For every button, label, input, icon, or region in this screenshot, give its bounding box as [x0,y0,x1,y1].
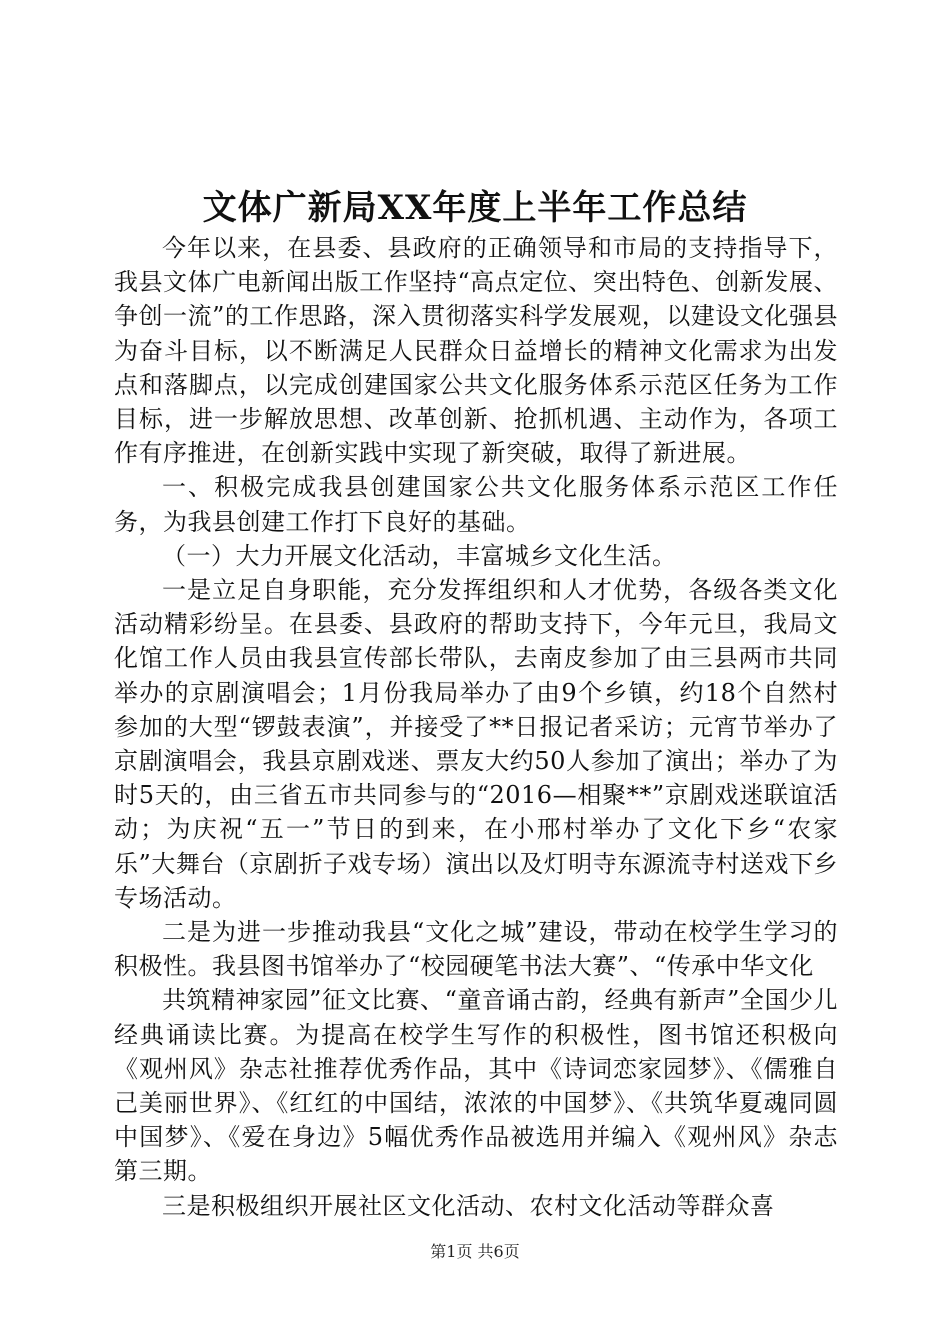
paragraph-point-two: 二是为进一步推动我县“文化之城”建设，带动在校学生学习的积极性。我县图书馆举办了“校园硬笔书法大赛”、“传承中华文化 [114,918,838,981]
paragraph-section-one: 一、积极完成我县创建国家公共文化服务体系示范区工作任务，为我县创建工作打下良好的基础。 [114,473,838,536]
paragraph-subsection-one: （一）大力开展文化活动，丰富城乡文化生活。 [162,541,677,570]
document-title: 文体广新局XX年度上半年工作总结 [202,188,748,228]
paragraph-intro: 今年以来，在县委、县政府的正确领导和市局的支持指导下，我县文体广电新闻出版工作坚持“高点定位、突出特色、创新发展、争创一流”的工作思路，深入贯彻落实科学发展观，以建设文化强县为奋斗目标，以不断满足人民群众日益增长的精神文化需求为出发点和落脚点，以完成创建国家公共文化服务体系示范区任务为工作目标，进一步解放思想、改革创新、抢抓机遇、主动作为，各项工作有序推进，在创新实践中实现了新突破，取得了新进展。 [114,234,838,468]
document-body [114,231,838,1223]
paragraph-point-one: 一是立足自身职能，充分发挥组织和人才优势，各级各类文化活动精彩纷呈。在县委、县政府的帮助支持下，今年元旦，我局文化馆工作人员由我县宣传部长带队，去南皮参加了由三县两市共同举办的京剧演唱会；1月份我局举办了由9个乡镇，约18个自然村参加的大型“锣鼓表演”，并接受了**日报记者采访；元宵节举办了京剧演唱会，我县京剧戏迷、票友大约50人参加了演出；举办了为时5天的，由三省五市共同参与的“2016—相聚**”京剧戏迷联谊活动；为庆祝“五一”节日的到来，在小邢村举办了文化下乡“农家乐”大舞台（京剧折子戏专场）演出以及灯明寺东源流寺村送戏下乡专场活动。 [114,576,838,912]
paragraph-point-three: 三是积极组织开展社区文化活动、农村文化活动等群众喜 [162,1191,775,1220]
page-footer: 第1页 共6页 [430,1242,520,1261]
paragraph-point-two-continued: 共筑精神家园”征文比赛、“童音诵古韵，经典有新声”全国少儿经典诵读比赛。为提高在校学生写作的积极性，图书馆还积极向《观州风》杂志社推荐优秀作品，其中《诗词恋家园梦》、《儒雅自己美丽世界》、《红红的中国结，浓浓的中国梦》、《共筑华夏魂同圆中国梦》、《爱在身边》5幅优秀作品被选用并编入《观州风》杂志第三期。 [114,986,838,1186]
